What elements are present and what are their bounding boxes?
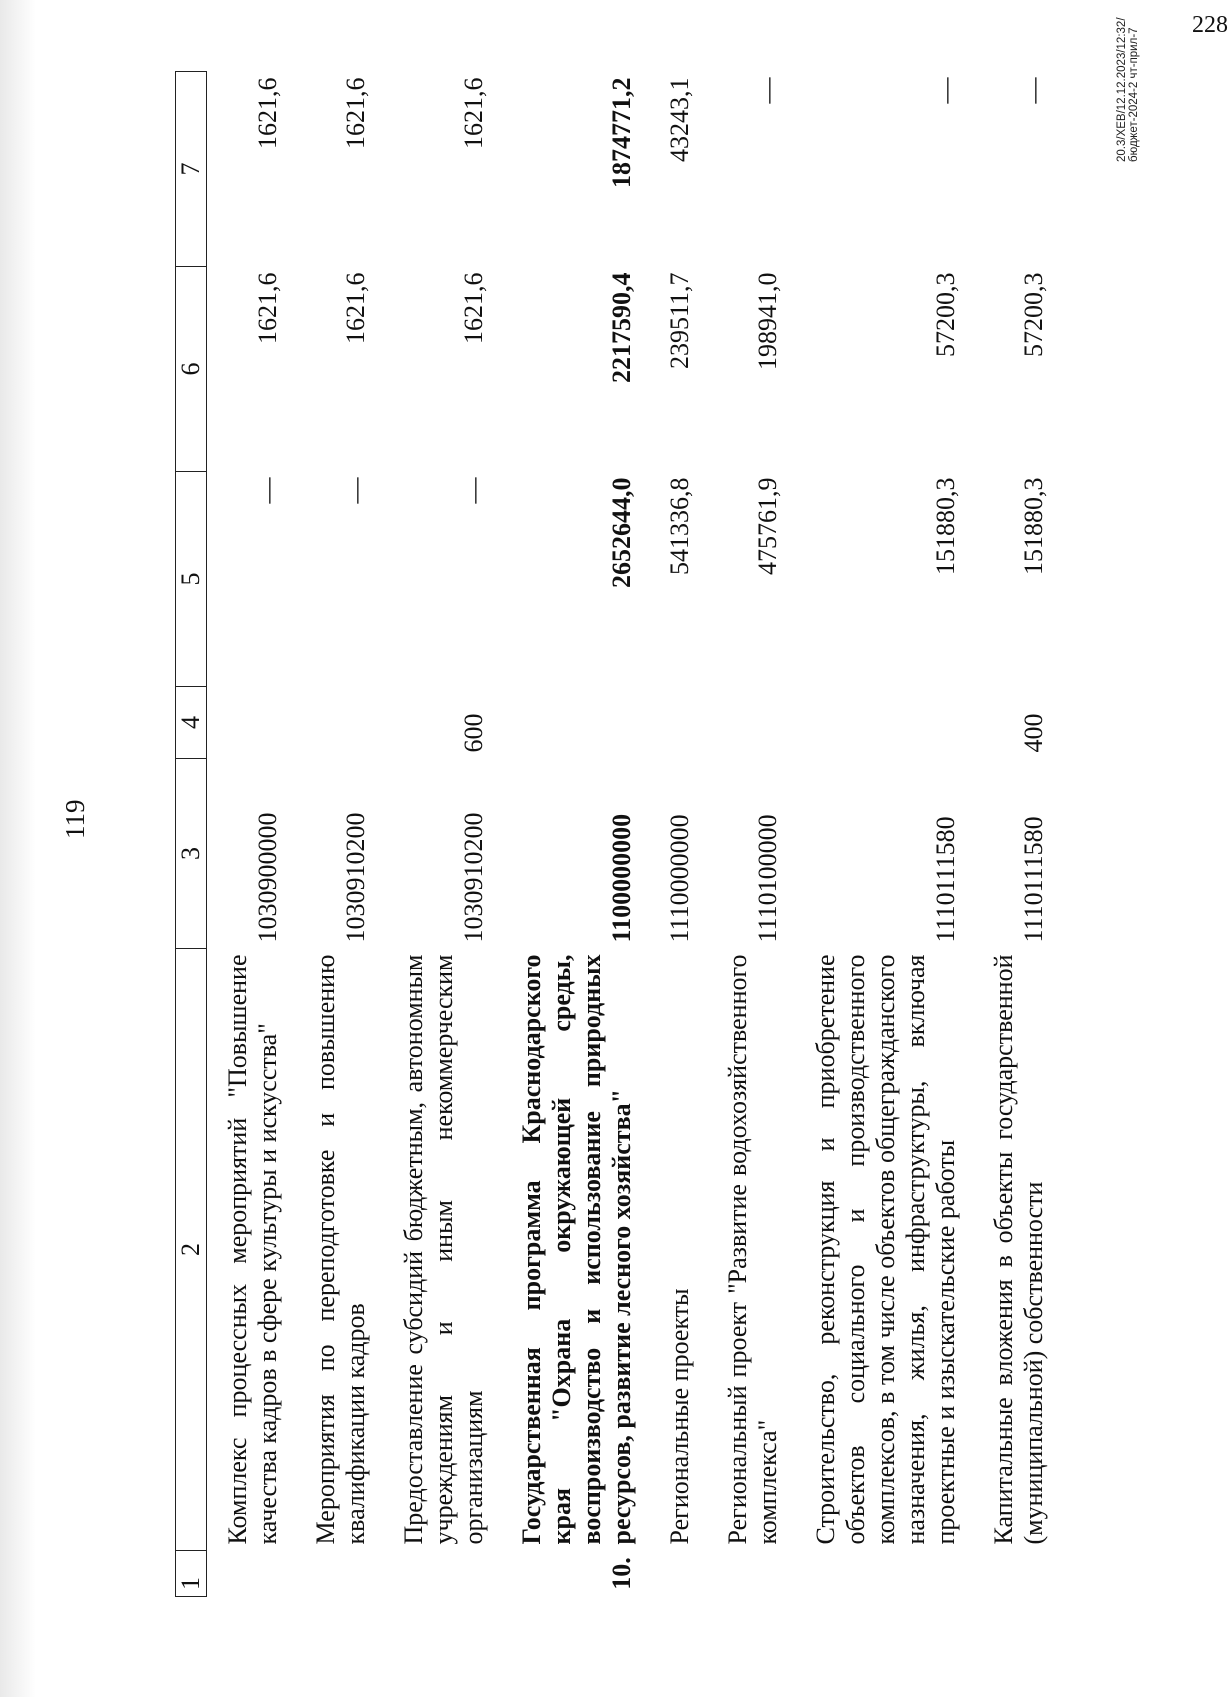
row-kvr [811,687,989,759]
table-row [399,72,517,1597]
row-number [665,1551,723,1597]
row-value-2025: 1621,6 [252,272,282,344]
table-row [665,72,723,1597]
row-number [207,1551,311,1597]
col-header-1: 1 [176,1551,207,1597]
row-code: 1110100000 [752,814,782,943]
row-value-2024: 475761,9 [752,477,782,575]
row-value-2026: — [1018,77,1048,104]
row-name: Комплекс процессных мероприятий "Повышение качества кадров в сфере культуры и искусства" [222,954,282,1545]
table-row [311,72,399,1597]
row-value-2024: 2652644,0 [606,477,636,588]
table-row [723,72,811,1597]
row-code: 1030910200 [340,812,370,943]
col-header-7: 7 [176,72,207,267]
row-number [311,1551,399,1597]
table-row [989,72,1077,1597]
row-value-2026: 43243,1 [664,77,694,162]
row-number [989,1551,1077,1597]
row-code: 1110000000 [664,814,694,943]
col-header-3: 3 [176,759,207,949]
row-number [723,1551,811,1597]
row-code: 1030910200 [458,812,488,943]
row-value-2024: 151880,3 [930,477,960,575]
table-row [517,72,665,1597]
row-value-2024: — [458,477,488,504]
row-value-2024: — [340,477,370,504]
row-value-2025: 239511,7 [664,272,694,370]
row-kvr [665,687,723,759]
row-name: Строительство, реконструкция и приобретение объектов социального и производственного комплексов, в том числе объектов общегражданского назначения, жилья, инфраструктуры, включая проектные и изыскательские работы [810,954,960,1545]
row-kvr: 400 [1018,713,1048,753]
row-name: Мероприятия по переподготовке и повышению квалификации кадров [310,954,370,1545]
col-header-5: 5 [176,472,207,687]
row-name: Капитальные вложения в объекты государственной (муниципальной) собственности [988,954,1048,1545]
row-code: 1100000000 [606,813,636,943]
row-kvr [723,687,811,759]
col-header-4: 4 [176,687,207,759]
footer-code: 20.3/ХЕВ/12.12.2023/12:32/бюджет-2024-2 чт-прил-7 [1116,17,1140,162]
row-code: 1110111580 [1018,816,1048,943]
row-value-2024: 541336,8 [664,477,694,575]
col-header-6: 6 [176,267,207,472]
row-value-2025: 198941,0 [752,272,782,370]
row-code: 1030900000 [252,812,282,943]
row-value-2025: 2217590,4 [606,272,636,383]
sheet-number: 228 [1192,12,1228,38]
row-value-2025: 1621,6 [340,272,370,344]
budget-table [175,71,1077,1597]
row-kvr: 600 [458,713,488,753]
row-value-2025: 1621,6 [458,272,488,344]
row-value-2024: — [252,477,282,504]
row-value-2026: 1621,6 [340,77,370,149]
row-kvr [207,687,311,759]
col-header-2: 2 [176,949,207,1551]
row-name: Региональные проекты [664,1288,694,1545]
row-value-2026: 1621,6 [252,77,282,149]
table-row [811,72,989,1597]
row-value-2025: 57200,3 [930,272,960,357]
row-kvr [311,687,399,759]
row-number [399,1551,517,1597]
row-code: 1110111580 [930,816,960,943]
row-value-2025: 57200,3 [1018,272,1048,357]
row-number: 10. [606,1557,636,1590]
row-name: Предоставление субсидий бюджетным, автономным учреждениям и иным некоммерческим организациям [398,954,488,1545]
row-value-2026: 1874771,2 [606,77,636,188]
page-number: 119 [60,799,90,839]
row-value-2026: — [752,77,782,104]
row-number [811,1551,989,1597]
table-row [207,72,311,1597]
row-value-2026: 1621,6 [458,77,488,149]
row-name: Государственная программа Краснодарского края "Охрана окружающей среды, воспроизводство и использование природных ресурсов, развитие лесного хозяйства" [516,954,636,1545]
row-value-2026: — [930,77,960,104]
row-name: Региональный проект "Развитие водохозяйственного комплекса" [722,954,782,1545]
row-value-2024: 151880,3 [1018,477,1048,575]
row-kvr [517,687,665,759]
header-row [176,72,207,1597]
